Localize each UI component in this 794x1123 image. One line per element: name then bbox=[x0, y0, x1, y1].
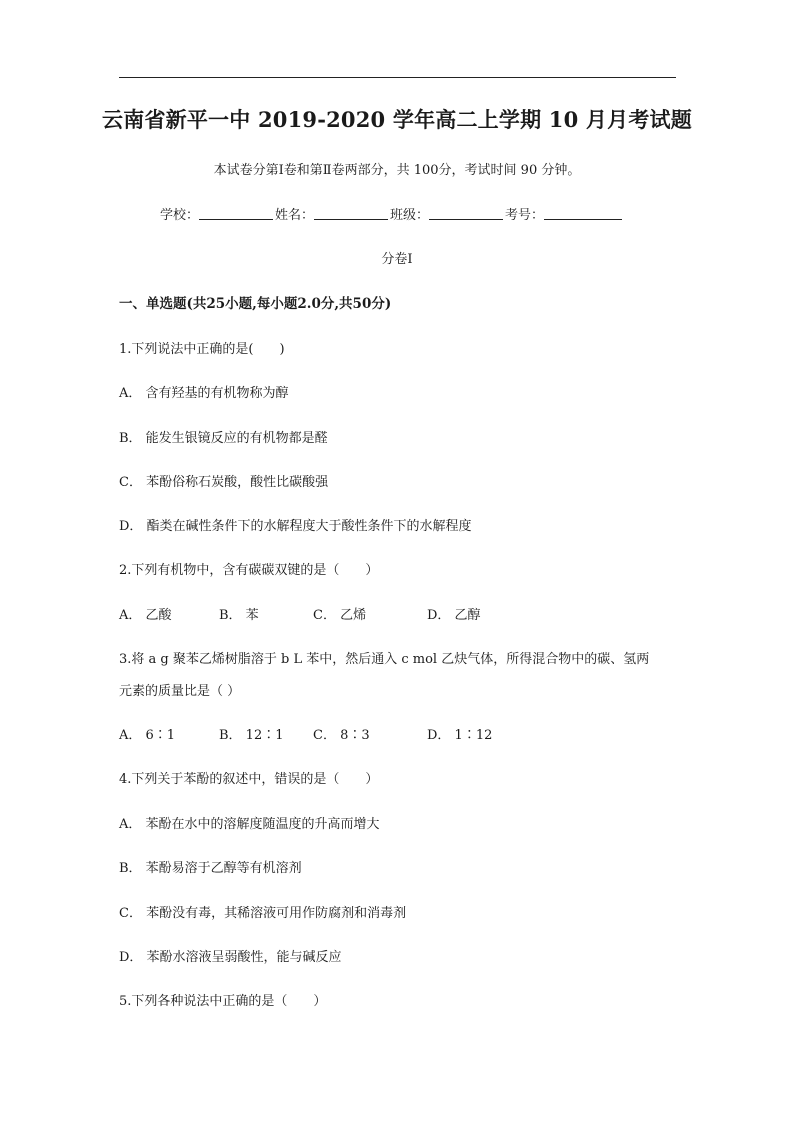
question-5-stem: 5.下列各种说法中正确的是（ ） bbox=[119, 994, 327, 1009]
question-4-option-c: C． 苯酚没有毒，其稀溶液可用作防腐剂和消毒剂 bbox=[119, 906, 407, 921]
class-label: 班级： bbox=[390, 208, 430, 223]
school-label: 学校： bbox=[160, 208, 200, 223]
section-header: 一、单选题(共25小题,每小题2.0分,共50分) bbox=[119, 296, 392, 312]
question-1-stem: 1.下列说法中正确的是( ) bbox=[119, 342, 285, 357]
question-3-option-a: A． 6∶1 bbox=[119, 728, 176, 743]
question-2-options bbox=[119, 604, 527, 623]
question-2-stem: 2.下列有机物中，含有碳碳双键的是（ ） bbox=[119, 563, 379, 578]
name-blank bbox=[314, 207, 388, 220]
volume-heading: 分卷Ⅰ bbox=[381, 252, 413, 267]
question-2-option-b: B． 苯 bbox=[219, 608, 259, 623]
question-4-option-d: D． 苯酚水溶液呈弱酸性，能与碱反应 bbox=[119, 950, 342, 965]
question-4-option-a: A． 苯酚在水中的溶解度随温度的升高而增大 bbox=[119, 817, 380, 832]
question-4-option-b: B． 苯酚易溶于乙醇等有机溶剂 bbox=[119, 861, 302, 876]
question-3-options bbox=[119, 724, 527, 743]
question-2-option-d: D． 乙醇 bbox=[427, 608, 481, 623]
question-1-option-a: A． 含有羟基的有机物称为醇 bbox=[119, 386, 289, 401]
question-3-option-b: B． 12∶1 bbox=[219, 728, 284, 743]
question-1-option-d: D． 酯类在碱性条件下的水解程度大于酸性条件下的水解程度 bbox=[119, 519, 472, 534]
name-label: 姓名： bbox=[275, 208, 315, 223]
question-3-stem-line-1: 3.将 a g 聚苯乙烯树脂溶于 b L 苯中，然后通入 c mol 乙炔气体，所得混合物中的碳、氢两 bbox=[119, 652, 650, 667]
class-blank bbox=[429, 207, 503, 220]
question-1-option-c: C． 苯酚俗称石炭酸，酸性比碳酸强 bbox=[119, 475, 329, 490]
student-info-line bbox=[160, 204, 624, 223]
school-blank bbox=[199, 207, 273, 220]
page-title: 云南省新平一中 2019-2020 学年高二上学期 10 月月考试题 bbox=[102, 107, 692, 132]
question-2-option-c: C． 乙烯 bbox=[313, 608, 367, 623]
question-1-option-b: B． 能发生银镜反应的有机物都是醛 bbox=[119, 431, 328, 446]
question-4-stem: 4.下列关于苯酚的叙述中，错误的是（ ） bbox=[119, 772, 379, 787]
exam-number-label: 考号： bbox=[505, 208, 545, 223]
exam-number-blank bbox=[544, 207, 622, 220]
header-rule bbox=[119, 77, 676, 78]
question-3-option-c: C． 8∶3 bbox=[313, 728, 370, 743]
exam-intro: 本试卷分第Ⅰ卷和第Ⅱ卷两部分，共 100分，考试时间 90 分钟。 bbox=[213, 163, 581, 178]
question-2-option-a: A． 乙酸 bbox=[119, 608, 172, 623]
question-3-option-d: D． 1∶12 bbox=[427, 728, 493, 743]
question-3-stem-line-2: 元素的质量比是（ ） bbox=[119, 684, 241, 699]
